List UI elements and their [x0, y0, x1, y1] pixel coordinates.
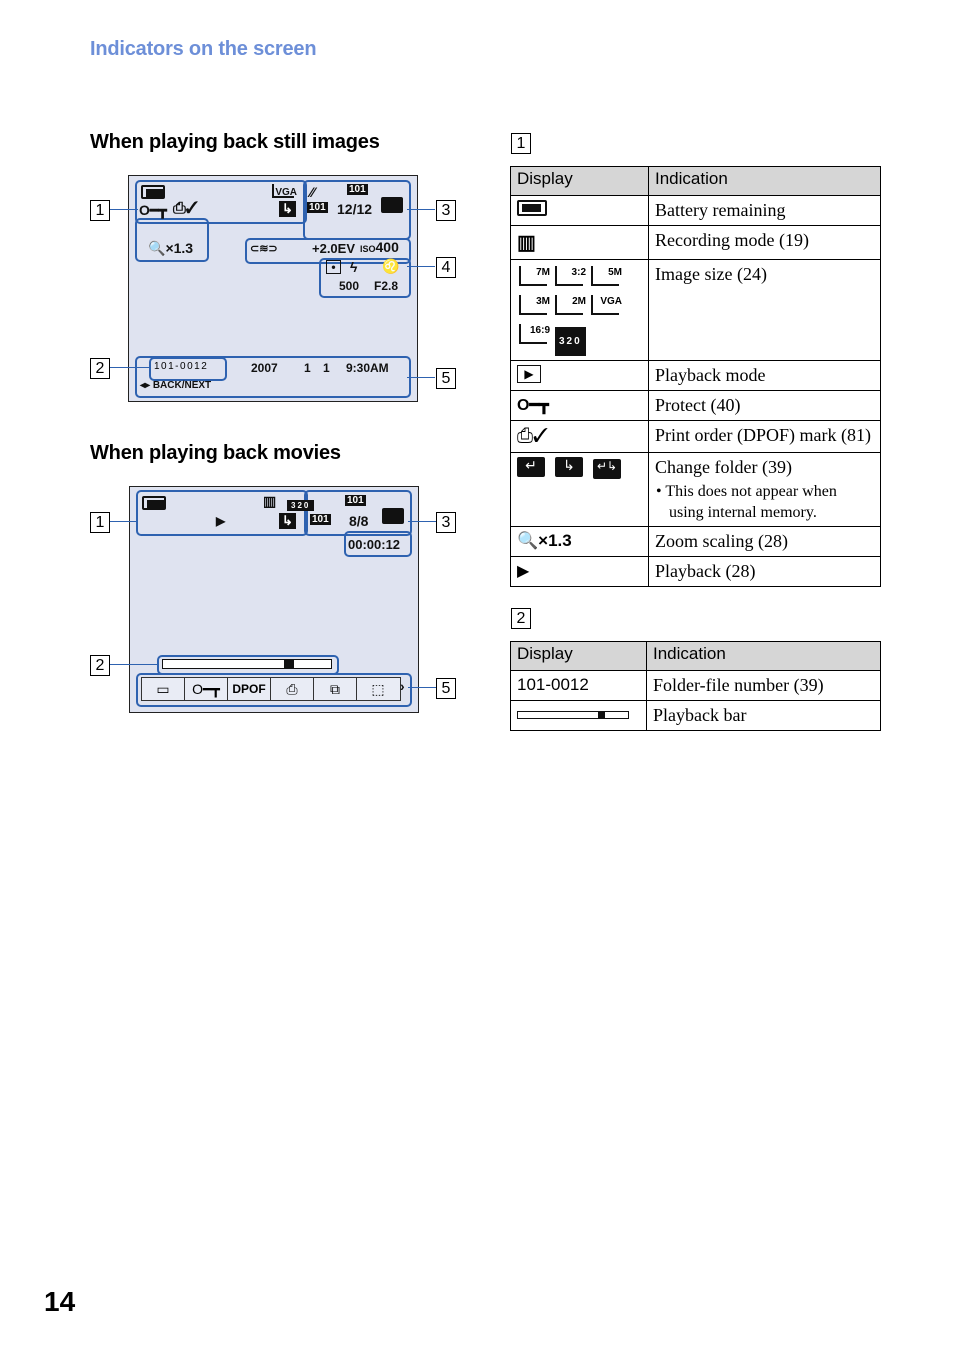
iso-value: 400 — [375, 239, 399, 255]
resize-icon[interactable]: ⬚ — [371, 681, 385, 697]
steadyshot-icon: ⊂≋⊃ — [250, 243, 278, 255]
table-cell-indication: Image size (24) — [649, 260, 881, 361]
leader-1 — [108, 209, 138, 210]
movie-film-icon: ▥ — [263, 493, 277, 509]
table-cell-display — [511, 260, 649, 361]
still-number-3: 3 — [436, 200, 456, 221]
table-cell-display — [511, 527, 649, 557]
table-row — [511, 260, 881, 361]
iso-label: ISO — [360, 244, 376, 254]
movie-change-folder-icon: ↳ — [279, 513, 296, 529]
playback-folder-icon: ⁄⁄ — [310, 184, 315, 200]
movies-title: When playing back movies — [90, 442, 341, 464]
playback-bar-icon — [517, 711, 629, 719]
table-row — [511, 421, 881, 453]
table-cell-indication: Protect (40) — [649, 391, 881, 421]
movie-battery-icon — [142, 496, 166, 515]
size-16-9-icon: 16:9 — [519, 324, 547, 344]
change-folder-label: Change folder (39) — [655, 457, 792, 477]
zoom-display: ×1.3 — [538, 531, 572, 550]
folder-icon[interactable]: ▭ — [142, 678, 185, 700]
chevron-right-icon[interactable]: › — [400, 678, 405, 694]
table-row — [511, 391, 881, 421]
magnifier-icon: 🔍 — [517, 531, 539, 550]
protect-key-icon: O━┳ — [139, 202, 167, 218]
print-icon[interactable]: ⎙ — [271, 678, 314, 700]
iso-indicator — [360, 239, 399, 255]
time-display: 9:30AM — [346, 361, 389, 375]
print-order-icon: ⎙✓ — [173, 200, 198, 217]
back-next-label: BACK/NEXT — [152, 380, 212, 391]
movie-leader-2 — [108, 664, 158, 665]
table-cell-indication: Playback mode — [649, 361, 881, 391]
table-cell-indication: Playback bar — [647, 701, 881, 731]
table-cell-display — [511, 196, 649, 226]
zoom-value: ×1.3 — [165, 240, 194, 256]
movie-play-icon: ▶ — [216, 514, 226, 528]
playback-mode-icon: ▶ — [517, 365, 541, 383]
indicator-table-2 — [510, 641, 881, 731]
metering-icon: • — [326, 260, 341, 274]
movie-playback-bar[interactable] — [162, 659, 332, 669]
movie-leader-5 — [408, 687, 436, 688]
change-folder-back-icon: ↵ — [517, 457, 545, 477]
table-row — [511, 361, 881, 391]
size-3m-icon: 3M — [519, 295, 547, 315]
date-day: 1 — [323, 361, 330, 375]
table-cell-indication: Recording mode (19) — [649, 226, 881, 260]
table-cell-indication: Print order (DPOF) mark (81) — [649, 421, 881, 453]
movie-number-1: 1 — [90, 512, 110, 533]
change-folder-both-icon: ↵↳ — [593, 459, 621, 479]
table-row — [511, 557, 881, 587]
still-file-number: 101-0012 — [154, 361, 209, 372]
table-row — [511, 196, 881, 226]
white-balance-icon: ♌ — [382, 258, 400, 274]
protect-icon[interactable]: O━┳ — [185, 678, 228, 700]
movie-image-count: 8/8 — [349, 513, 369, 529]
size-vga-icon: VGA — [591, 295, 619, 315]
back-next-nav[interactable] — [140, 380, 211, 391]
flash-icon: ϟ — [350, 259, 358, 275]
folder-101-small-icon: 101 — [309, 202, 326, 213]
left-right-arrow-icon: ◂▸ — [140, 380, 151, 391]
indicator-table-1 — [510, 166, 881, 587]
movie-folder-101-icon: 101 — [347, 495, 364, 506]
still-number-4: 4 — [436, 257, 456, 278]
table-row — [511, 453, 881, 527]
movie-number-2: 2 — [90, 655, 110, 676]
size-320-icon: 320 — [555, 327, 586, 356]
table-cell-display — [511, 557, 649, 587]
shutter-speed: 500 — [339, 279, 360, 293]
table2-col-display: Display — [511, 642, 647, 671]
vga-size-icon: VGA — [272, 184, 302, 200]
table-row — [511, 527, 881, 557]
play-icon: ▶ — [517, 563, 530, 580]
size-7m-icon: 7M — [519, 266, 547, 286]
page-header: Indicators on the screen — [90, 38, 317, 60]
date-month: 1 — [304, 361, 311, 375]
table1-col-indication: Indication — [649, 167, 881, 196]
still-images-title: When playing back still images — [90, 131, 380, 153]
film-recording-icon: ▥ — [517, 232, 536, 254]
table-row — [511, 226, 881, 260]
table-cell-display — [511, 226, 649, 260]
table-cell-display — [511, 421, 649, 453]
table2-col-indication: Indication — [647, 642, 881, 671]
movie-folder-small-icon: 101 — [312, 514, 329, 525]
image-count: 12/12 — [337, 201, 373, 217]
battery-icon — [517, 200, 547, 216]
table-cell-display: 101-0012 — [511, 671, 647, 701]
movie-leader-1 — [108, 521, 138, 522]
still-number-5: 5 — [436, 368, 456, 389]
leader-5 — [407, 377, 435, 378]
movie-number-5: 5 — [436, 678, 456, 699]
table-cell-display — [511, 391, 649, 421]
leader-4 — [407, 266, 435, 267]
leader-2 — [108, 367, 150, 368]
size-5m-icon: 5M — [591, 266, 619, 286]
size-3-2-icon: 3:2 — [555, 266, 583, 286]
table-cell-display — [511, 453, 649, 527]
table-cell-display — [511, 701, 647, 731]
table-cell-indication: Battery remaining — [649, 196, 881, 226]
table-cell-indication: Folder-file number (39) — [647, 671, 881, 701]
table-cell-indication — [649, 453, 881, 527]
table-cell-indication: Playback (28) — [649, 557, 881, 587]
size-2m-icon: 2M — [555, 295, 583, 315]
movie-memory-icon — [382, 508, 404, 524]
internal-memory-icon — [381, 197, 403, 213]
table1-col-display: Display — [511, 167, 649, 196]
movie-toolbar — [141, 677, 401, 701]
folder-101-icon: 101 — [349, 184, 366, 195]
print-order-icon: ⎙✓ — [517, 425, 549, 447]
slideshow-icon[interactable]: ⧉ — [314, 678, 357, 700]
exposure-value: +2.0EV — [312, 241, 356, 256]
change-folder-next-icon: ↳ — [555, 457, 583, 477]
magnifier-icon: 🔍 — [148, 240, 166, 256]
still-number-2: 2 — [90, 358, 110, 379]
movie-size-tag: 320 — [287, 495, 314, 513]
page-number: 14 — [44, 1286, 76, 1317]
playback-bar-marker[interactable] — [284, 659, 294, 669]
table1-number: 1 — [511, 133, 531, 154]
aperture-value: F2.8 — [374, 279, 399, 293]
leader-3 — [407, 209, 435, 210]
table-row — [511, 701, 881, 731]
change-folder-icon: ↳ — [279, 201, 296, 217]
table-cell-indication: Zoom scaling (28) — [649, 527, 881, 557]
date-year: 2007 — [251, 361, 278, 375]
movie-leader-3 — [408, 521, 436, 522]
protect-key-icon: O━┳ — [517, 397, 549, 414]
movie-number-3: 3 — [436, 512, 456, 533]
still-number-1: 1 — [90, 200, 110, 221]
zoom-indicator — [148, 240, 193, 257]
table-row — [511, 671, 881, 701]
table-cell-display — [511, 361, 649, 391]
change-folder-note: • This does not appear when using internal memory. — [656, 483, 837, 521]
movie-time: 00:00:12 — [348, 537, 401, 552]
table2-number: 2 — [511, 608, 531, 629]
dpof-button[interactable]: DPOF — [228, 678, 271, 700]
